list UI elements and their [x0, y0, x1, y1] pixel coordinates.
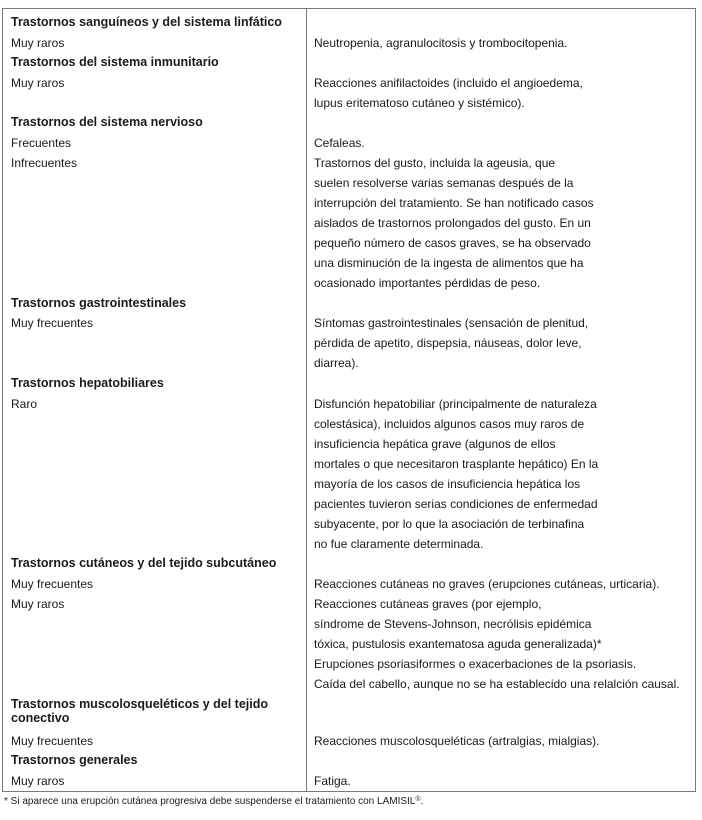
description-line: Reacciones cutáneas no graves (erupciones cutáneas, urticaria).	[314, 577, 660, 591]
description-line: lupus eritematoso cutáneo y sistémico).	[314, 96, 525, 110]
description-line: diarrea).	[314, 356, 359, 370]
frequency-label: Muy frecuentes	[11, 316, 94, 330]
frequency-label: Frecuentes	[11, 136, 72, 150]
description-line: colestásica), incluidos algunos casos muy raros de	[314, 417, 585, 431]
description-line: mayoría de los casos de insuficiencia hepática los	[314, 477, 581, 491]
description-line: tóxica, pustulosis exantematosa aguda generalizada)*	[314, 637, 602, 651]
description-line: Reacciones anifilactoides (incluido el angioedema,	[314, 76, 583, 90]
description-line: Erupciones psoriasiformes o exacerbaciones de la psoriasis.	[314, 657, 637, 671]
description-line: Caída del cabello, aunque no se ha establecido una relalción causal.	[314, 677, 680, 691]
description-line: Neutropenia, agranulocitosis y trombocitopenia.	[314, 36, 568, 50]
description-line: Reacciones muscolosqueléticas (artralgias, mialgias).	[314, 734, 600, 748]
footnote-text: * Si aparece una erupción cutánea progresiva debe suspenderse el tratamiento con LAMISIL	[4, 796, 416, 807]
description-line: subyacente, por lo que la asociación de terbinafina	[314, 517, 585, 531]
description-line: Disfunción hepatobiliar (principalmente de naturaleza	[314, 397, 597, 411]
description-line: pequeño número de casos graves, se ha observado	[314, 236, 591, 250]
description-line: suelen resolverse varias semanas después de la	[314, 176, 574, 190]
frequency-label: Muy frecuentes	[11, 577, 94, 591]
description-line: aislados de trastornos prolongados del gusto. En un	[314, 216, 591, 230]
footnote-end: .	[420, 796, 424, 807]
frequency-label: Muy frecuentes	[11, 734, 94, 748]
frequency-label: Raro	[11, 397, 38, 411]
section-heading: Trastornos sanguíneos y del sistema linfático	[11, 15, 282, 29]
description-line: Cefaleas.	[314, 136, 365, 150]
adverse-reactions-table	[2, 8, 696, 792]
frequency-label: Muy raros	[11, 597, 65, 611]
frequency-label: Muy raros	[11, 76, 65, 90]
description-line: pérdida de apetito, dispepsia, náuseas, dolor leve,	[314, 336, 582, 350]
footnote	[4, 796, 423, 808]
description-line: pacientes tuvieron serias condiciones de enfermedad	[314, 497, 598, 511]
description-line: insuficiencia hepática grave (algunos de ellos	[314, 437, 556, 451]
section-heading: Trastornos muscolosqueléticos y del tejido conectivo	[11, 697, 269, 725]
frequency-label: Muy raros	[11, 36, 65, 50]
section-heading: Trastornos hepatobiliares	[11, 376, 164, 390]
description-line: ocasionado importantes pérdidas de peso.	[314, 276, 541, 290]
section-heading: Trastornos del sistema nervioso	[11, 115, 203, 129]
frequency-label: Infrecuentes	[11, 156, 78, 170]
description-line: mortales o que necesitaron trasplante hepático) En la	[314, 457, 599, 471]
description-line: Síntomas gastrointestinales (sensación de plenitud,	[314, 316, 589, 330]
frequency-label: Muy raros	[11, 774, 65, 788]
description-line: síndrome de Stevens-Johnson, necrólisis epidémica	[314, 617, 592, 631]
description-line: Trastornos del gusto, incluida la ageusia, que	[314, 156, 556, 170]
description-line: Reacciones cutáneas graves (por ejemplo,	[314, 597, 542, 611]
section-heading: Trastornos cutáneos y del tejido subcutáneo	[11, 556, 277, 570]
section-heading: Trastornos generales	[11, 753, 138, 767]
description-line: Fatiga.	[314, 774, 351, 788]
registered-mark: ®	[415, 796, 421, 803]
description-line: no fue claramente determinada.	[314, 537, 484, 551]
section-heading: Trastornos del sistema inmunitario	[11, 55, 219, 69]
section-heading: Trastornos gastrointestinales	[11, 296, 187, 310]
description-line: una disminución de la ingesta de alimentos que ha	[314, 256, 584, 270]
column-divider	[306, 9, 307, 791]
description-line: interrupción del tratamiento. Se han notificado casos	[314, 196, 594, 210]
